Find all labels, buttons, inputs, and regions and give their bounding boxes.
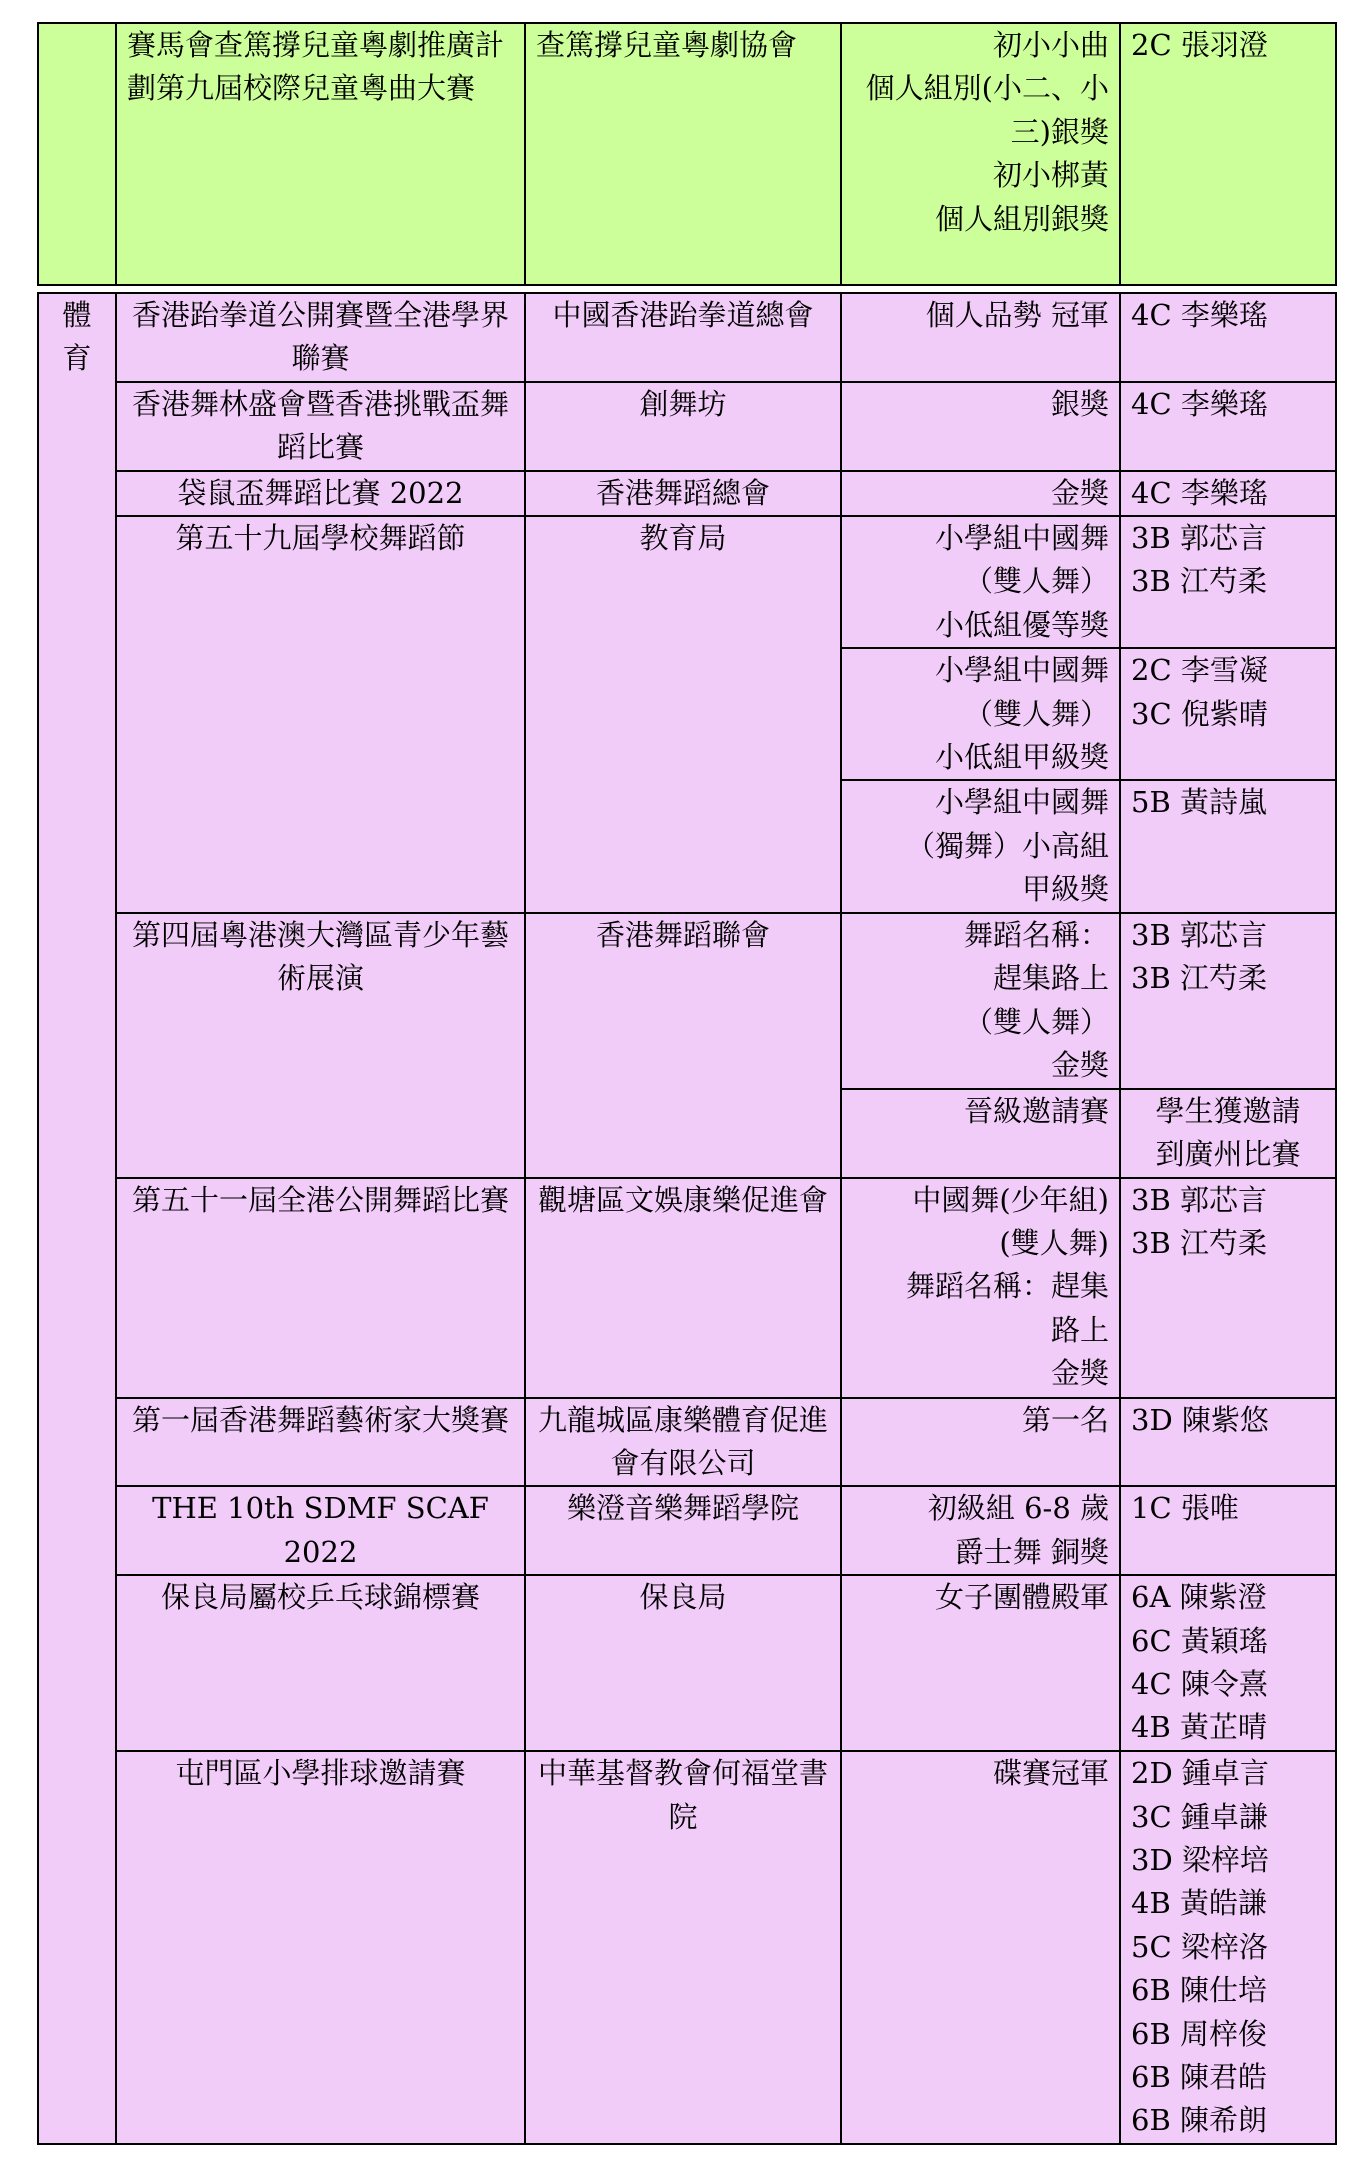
organizer-cell: 樂澄音樂舞蹈學院 (525, 1486, 841, 1575)
students-cell: 4C 李樂瑤 (1120, 382, 1336, 471)
event-cell: 香港舞林盛會暨香港挑戰盃舞蹈比賽 (116, 382, 525, 471)
organizer-cell: 香港舞蹈聯會 (525, 913, 841, 1178)
award-cell: 小學組中國舞 （雙人舞） 小低組優等獎 (841, 516, 1120, 648)
students-cell: 6A 陳紫澄 6C 黃穎瑤 4C 陳令熹 4B 黃芷晴 (1120, 1575, 1336, 1751)
event-cell: 第五十九屆學校舞蹈節 (116, 516, 525, 913)
students-cell: 3D 陳紫悠 (1120, 1398, 1336, 1487)
award-cell: 個人品勢 冠軍 (841, 293, 1120, 382)
students-cell: 4C 李樂瑤 (1120, 471, 1336, 516)
students-cell: 學生獲邀請 到廣州比賽 (1120, 1089, 1336, 1178)
event-cell: 第五十一屆全港公開舞蹈比賽 (116, 1178, 525, 1398)
organizer-cell: 觀塘區文娛康樂促進會 (525, 1178, 841, 1398)
event-cell: 第一屆香港舞蹈藝術家大獎賽 (116, 1398, 525, 1487)
event-cell: 第四屆粵港澳大灣區青少年藝術展演 (116, 913, 525, 1178)
table-row (38, 471, 1336, 516)
organizer-cell: 中國香港跆拳道總會 (525, 293, 841, 382)
organizer-cell: 九龍城區康樂體育促進會有限公司 (525, 1398, 841, 1487)
students-cell: 4C 李樂瑤 (1120, 293, 1336, 382)
table-row (38, 1751, 1336, 2144)
award-cell: 第一名 (841, 1398, 1120, 1487)
students-cell: 5B 黃詩嵐 (1120, 780, 1336, 912)
award-cell: 女子團體殿軍 (841, 1575, 1120, 1751)
award-cell: 初級組 6-8 歲 爵士舞 銅獎 (841, 1486, 1120, 1575)
table-row (38, 516, 1336, 648)
students-cell: 2C 李雪凝 3C 倪紫晴 (1120, 648, 1336, 780)
event-cell: 香港跆拳道公開賽暨全港學界聯賽 (116, 293, 525, 382)
table-row (38, 382, 1336, 471)
students-cell: 3B 郭芯言 3B 江芍柔 (1120, 913, 1336, 1089)
section-gap (38, 285, 1336, 293)
organizer-cell: 中華基督教會何福堂書院 (525, 1751, 841, 2144)
students-cell: 1C 張唯 (1120, 1486, 1336, 1575)
event-cell: 賽馬會查篤撐兒童粵劇推廣計劃第九屆校際兒童粵曲大賽 (116, 23, 525, 285)
organizer-cell: 保良局 (525, 1575, 841, 1751)
students-cell: 2D 鍾卓言 3C 鍾卓謙 3D 梁梓培 4B 黃皓謙 5C 梁梓洛 6B 陳仕培 6B 周梓俊 6B 陳君皓 6B 陳希朗 (1120, 1751, 1336, 2144)
award-cell: 小學組中國舞 （雙人舞） 小低組甲級獎 (841, 648, 1120, 780)
award-cell: 初小小曲 個人組別(小二、小三)銀獎 初小梆黃 個人組別銀獎 (841, 23, 1120, 285)
award-cell: 小學組中國舞 （獨舞）小高組 甲級獎 (841, 780, 1120, 912)
students-cell: 2C 張羽澄 (1120, 23, 1336, 285)
organizer-cell: 查篤撐兒童粵劇協會 (525, 23, 841, 285)
students-cell: 3B 郭芯言 3B 江芍柔 (1120, 516, 1336, 648)
award-cell: 金獎 (841, 471, 1120, 516)
table-row (38, 1486, 1336, 1575)
table-row (38, 1398, 1336, 1487)
category-cell (38, 23, 116, 285)
table-row (38, 23, 1336, 285)
organizer-cell: 香港舞蹈總會 (525, 471, 841, 516)
award-cell: 舞蹈名稱： 趕集路上 （雙人舞） 金獎 (841, 913, 1120, 1089)
organizer-cell: 教育局 (525, 516, 841, 913)
event-cell: THE 10th SDMF SCAF 2022 (116, 1486, 525, 1575)
students-cell: 3B 郭芯言 3B 江芍柔 (1120, 1178, 1336, 1398)
event-cell: 袋鼠盃舞蹈比賽 2022 (116, 471, 525, 516)
award-cell: 碟賽冠軍 (841, 1751, 1120, 2144)
table-row (38, 1575, 1336, 1751)
award-cell: 中國舞(少年組) (雙人舞) 舞蹈名稱：趕集 路上 金獎 (841, 1178, 1120, 1398)
table-row (38, 293, 1336, 382)
table-row (38, 913, 1336, 1089)
category-cell-sports: 體 育 (38, 293, 116, 2144)
organizer-cell: 創舞坊 (525, 382, 841, 471)
event-cell: 屯門區小學排球邀請賽 (116, 1751, 525, 2144)
awards-table (37, 22, 1337, 2145)
table-row (38, 1178, 1336, 1398)
award-cell: 晉級邀請賽 (841, 1089, 1120, 1178)
award-cell: 銀獎 (841, 382, 1120, 471)
event-cell: 保良局屬校乒乓球錦標賽 (116, 1575, 525, 1751)
